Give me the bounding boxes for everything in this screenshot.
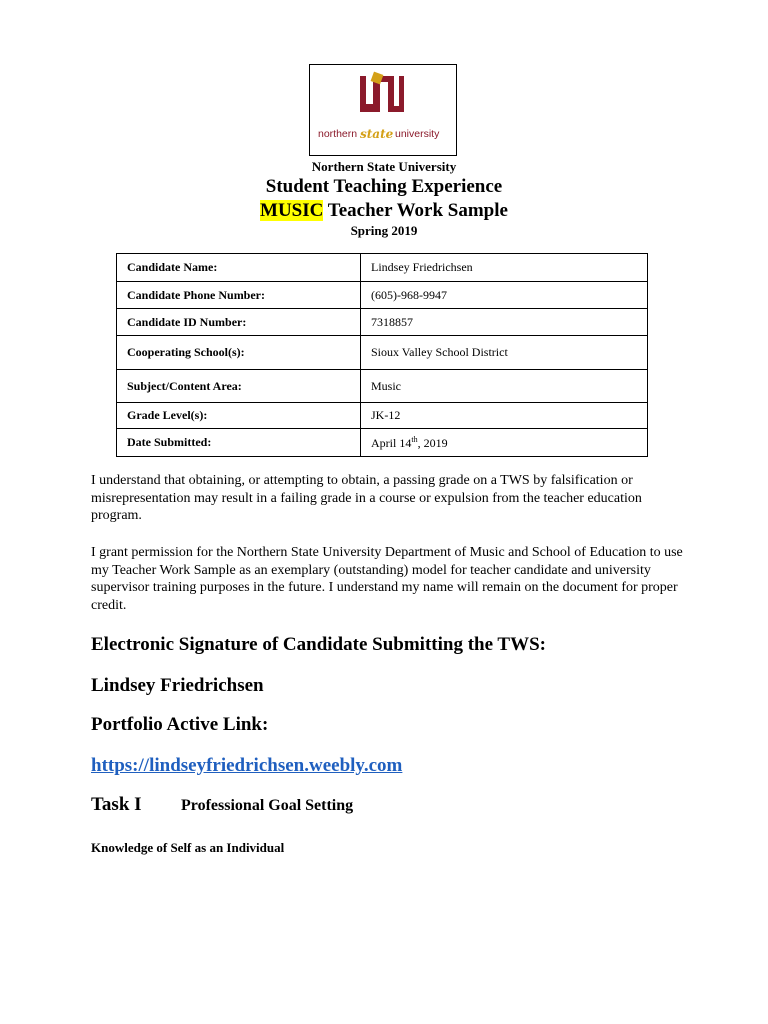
row-label: Grade Level(s): xyxy=(117,403,361,429)
row-value xyxy=(361,429,648,457)
table-row xyxy=(117,336,648,370)
row-label: Candidate Name: xyxy=(117,254,361,282)
row-label: Candidate ID Number: xyxy=(117,309,361,336)
document-subtitle xyxy=(0,200,768,222)
task-number: Task I xyxy=(91,794,142,815)
date-year: , 2019 xyxy=(417,435,448,450)
row-value: 7318857 xyxy=(361,309,648,336)
row-value: JK-12 xyxy=(361,403,648,429)
row-label: Date Submitted: xyxy=(117,429,361,457)
nsu-logo-icon xyxy=(310,65,456,155)
highlighted-subject: MUSIC xyxy=(260,200,324,221)
row-value: Lindsey Friedrichsen xyxy=(361,254,648,282)
integrity-statement: I understand that obtaining, or attempting to obtain, a passing grade on a TWS by falsification or misrepresentation may result in a failing grade in a course or expulsion from the teacher education program. xyxy=(91,473,642,523)
row-value: Music xyxy=(361,370,648,403)
date-day: April 14 xyxy=(371,435,412,450)
table-row xyxy=(117,403,648,429)
logo-wordmark-script: state xyxy=(360,127,394,141)
signature-name: Lindsey Friedrichsen xyxy=(91,675,264,696)
table-row xyxy=(117,282,648,309)
candidate-info-table xyxy=(116,253,648,457)
row-value: Sioux Valley School District xyxy=(361,336,648,370)
signature-heading: Electronic Signature of Candidate Submitting the TWS: xyxy=(91,634,546,655)
row-label: Candidate Phone Number: xyxy=(117,282,361,309)
table-row xyxy=(117,309,648,336)
table-row xyxy=(117,254,648,282)
row-value: (605)-968-9947 xyxy=(361,282,648,309)
task-title: Professional Goal Setting xyxy=(181,797,354,814)
logo-wordmark-left: northern xyxy=(318,128,358,140)
table-row xyxy=(117,429,648,457)
section-subheading: Knowledge of Self as an Individual xyxy=(91,840,285,855)
logo-wordmark-right: university xyxy=(395,128,440,140)
university-name: Northern State University xyxy=(311,159,457,174)
table-row xyxy=(117,370,648,403)
document-title: Student Teaching Experience xyxy=(265,176,503,197)
university-logo xyxy=(309,64,457,156)
portfolio-heading: Portfolio Active Link: xyxy=(91,714,269,735)
date-ordinal: th xyxy=(411,434,418,444)
subtitle-rest: Teacher Work Sample xyxy=(323,200,508,221)
portfolio-link[interactable]: https://lindseyfriedrichsen.weebly.com xyxy=(91,755,403,776)
row-label: Cooperating School(s): xyxy=(117,336,361,370)
row-label: Subject/Content Area: xyxy=(117,370,361,403)
term-label: Spring 2019 xyxy=(350,223,418,238)
permission-statement: I grant permission for the Northern State University Department of Music and School of Education to use my Teacher Work Sample as an exemplary (outstanding) model for teacher candidate and university supervisor training purposes in the future. I understand my name will remain on the document for proper credit. xyxy=(91,545,683,613)
